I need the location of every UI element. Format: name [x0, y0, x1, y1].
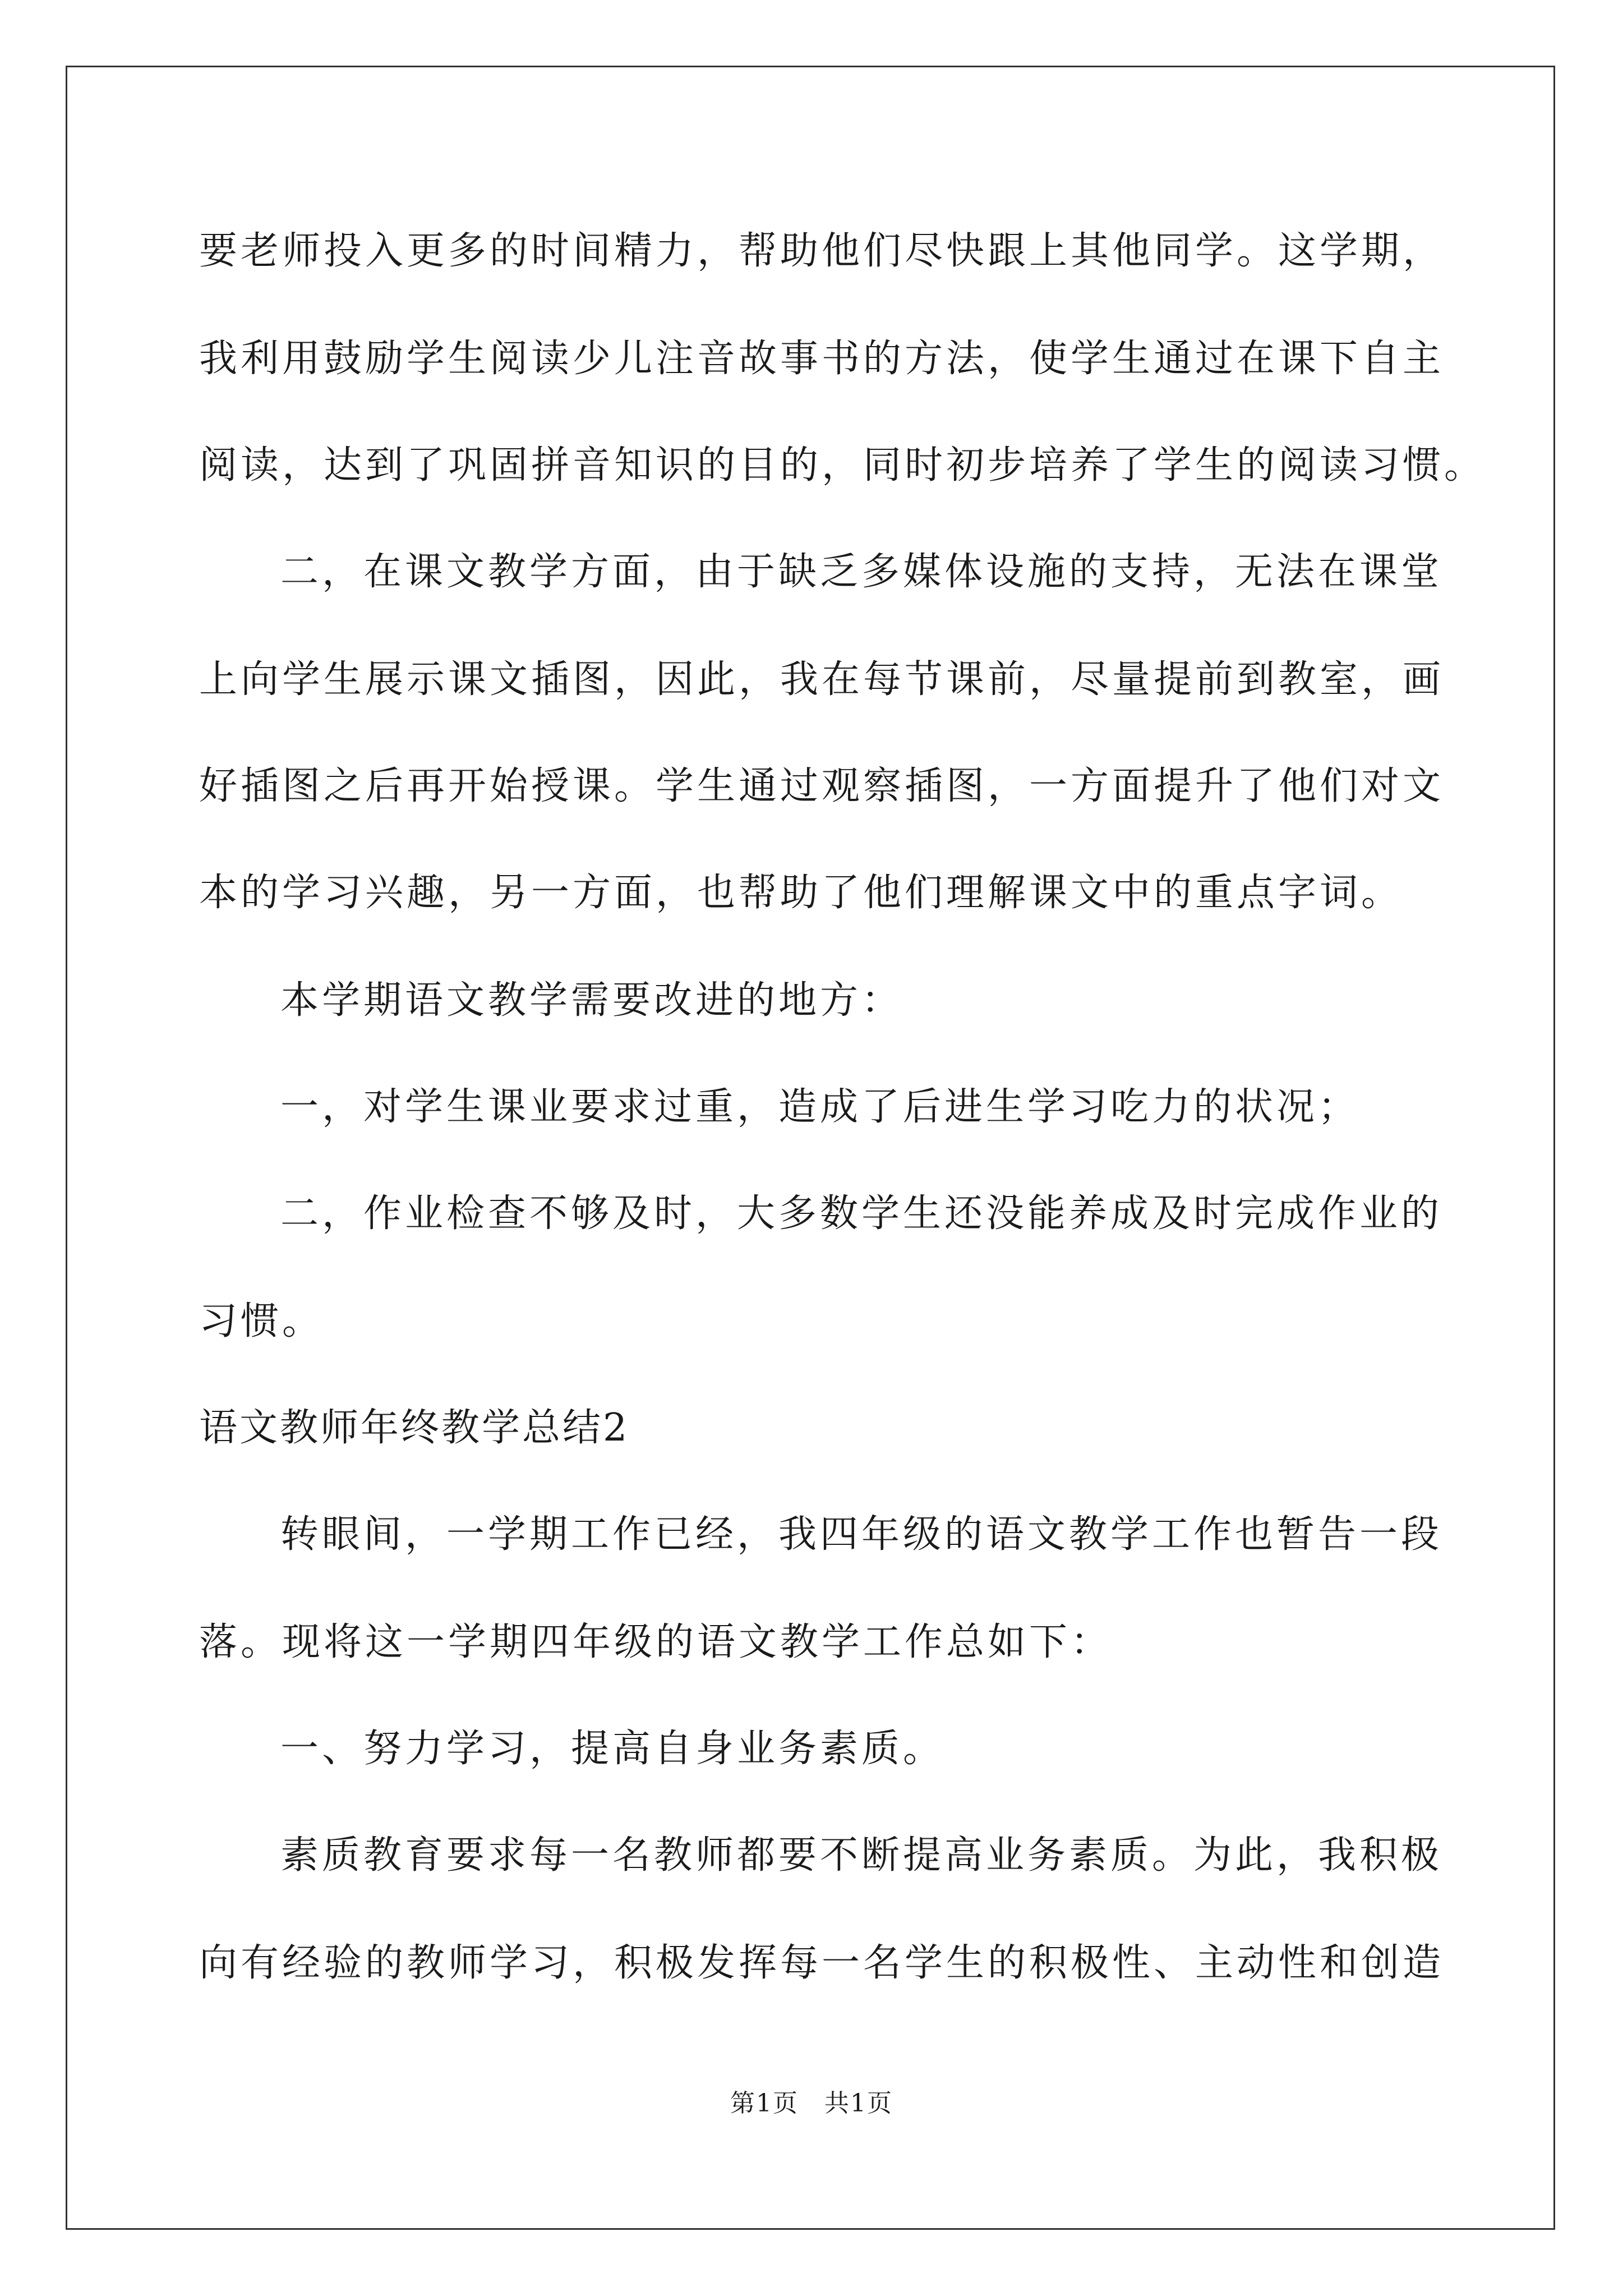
body-line: 向有经验的教师学习，积极发挥每一名学生的积极性、主动性和创造 [199, 1941, 1445, 1985]
body-line: 要老师投入更多的时间精力，帮助他们尽快跟上其他同学。这学期， [199, 229, 1445, 273]
paragraph-start-line: 二，作业检查不够及时，大多数学生还没能养成及时完成作业的 [280, 1191, 1443, 1236]
paragraph-start-line: 转眼间，一学期工作已经，我四年级的语文教学工作也暂告一段 [280, 1512, 1443, 1557]
body-line: 习惯。 [199, 1299, 324, 1343]
body-line: 好插图之后再开始授课。学生通过观察插图，一方面提升了他们对文 [199, 764, 1445, 808]
body-line: 上向学生展示课文插图，因此，我在每节课前，尽量提前到教室，画 [199, 657, 1445, 702]
paragraph-start-line: 二，在课文教学方面，由于缺乏多媒体设施的支持，无法在课堂 [280, 550, 1443, 594]
body-line: 阅读，达到了巩固拼音知识的目的，同时初步培养了学生的阅读习惯。 [199, 443, 1486, 487]
page-footer: 第1页 共1页 [730, 2089, 893, 2118]
body-line: 我利用鼓励学生阅读少儿注音故事书的方法，使学生通过在课下自主 [199, 337, 1445, 381]
section-heading: 语文教师年终教学总结2 [199, 1406, 630, 1450]
paragraph-start-line: 本学期语文教学需要改进的地方： [280, 978, 903, 1023]
body-line: 落。现将这一学期四年级的语文教学工作总如下： [199, 1620, 1113, 1664]
paragraph-start-line: 素质教育要求每一名教师都要不断提高业务素质。为此，我积极 [280, 1833, 1443, 1878]
paragraph-start-line: 一，对学生课业要求过重，造成了后进生学习吃力的状况； [280, 1085, 1360, 1129]
page-frame [66, 66, 1555, 2230]
paragraph-start-line: 一、努力学习，提高自身业务素质。 [280, 1727, 945, 1771]
body-line: 本的学习兴趣，另一方面，也帮助了他们理解课文中的重点字词。 [199, 871, 1403, 915]
